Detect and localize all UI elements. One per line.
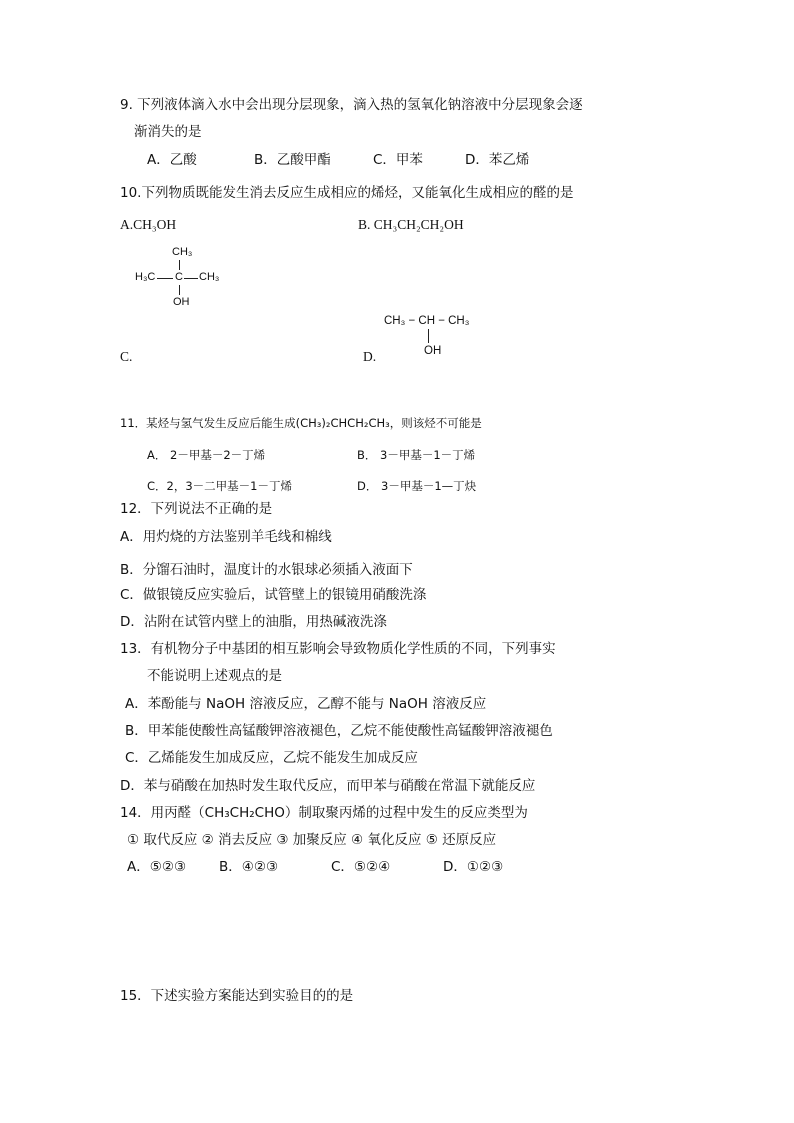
- q9-option-b: B．乙酸甲酯: [254, 152, 331, 168]
- q11-stem: 11．某烃与氢气发生反应后能生成(CH₃)₂CHCH₂CH₃，则该烃不可能是: [120, 416, 482, 430]
- q10-option-b: B. CH₃CH₂CH₂OH: [358, 217, 464, 232]
- q10-struct-c-center: C: [175, 271, 183, 283]
- q10-struct-d-sub: OH: [424, 345, 442, 357]
- q11-option-b: B． 3－甲基－1－丁烯: [357, 448, 476, 462]
- q14-option-a: A．⑤②③: [127, 859, 187, 875]
- q10-struct-c-left: H₃C: [135, 271, 156, 283]
- q10-struct-c-bond-bottom: [179, 285, 180, 295]
- q11-option-d: D． 3－甲基－1—丁炔: [357, 479, 477, 493]
- q9-stem-line1: 9. 下列液体滴入水中会出现分层现象，滴入热的氢氧化钠溶液中分层现象会逐: [120, 97, 583, 113]
- q13-option-c: C．乙烯能发生加成反应，乙烷不能发生加成反应: [125, 750, 418, 766]
- q10-struct-d-bond: [428, 329, 429, 343]
- q10-struct-c-bond-top: [179, 260, 180, 270]
- q13-option-b: B．甲苯能使酸性高锰酸钾溶液褪色，乙烷不能使酸性高锰酸钾溶液褪色: [125, 723, 553, 739]
- q9-option-a: A．乙酸: [147, 152, 197, 168]
- q14-option-c: C．⑤②④: [331, 859, 391, 875]
- q14-option-d: D．①②③: [443, 859, 504, 875]
- q10-struct-c-bond-left: [157, 278, 173, 279]
- q12-option-a: A．用灼烧的方法鉴别羊毛线和棉线: [120, 529, 332, 545]
- q15-stem: 15．下述实验方案能达到实验目的的是: [120, 988, 354, 1004]
- q12-stem: 12．下列说法不正确的是: [120, 501, 273, 517]
- q10-option-a: A.CH₃OH: [120, 217, 177, 232]
- q13-option-a: A．苯酚能与 NaOH 溶液反应，乙醇不能与 NaOH 溶液反应: [125, 696, 487, 712]
- q12-option-b: B．分馏石油时，温度计的水银球必须插入液面下: [120, 562, 413, 578]
- q10-option-c-label: C.: [120, 349, 133, 364]
- q10-struct-c-right: CH₃: [199, 271, 220, 283]
- q9-stem-line2: 渐消失的是: [134, 124, 202, 140]
- q13-stem-line1: 13．有机物分子中基团的相互影响会导致物质化学性质的不同，下列事实: [120, 641, 556, 657]
- q10-struct-c-top: CH₃: [172, 246, 193, 258]
- q10-stem: 10.下列物质既能发生消去反应生成相应的烯烃，又能氧化生成相应的醛的是: [120, 185, 574, 201]
- q9-option-d: D．苯乙烯: [465, 152, 530, 168]
- q13-option-d: D．苯与硝酸在加热时发生取代反应，而甲苯与硝酸在常温下就能反应: [120, 778, 536, 794]
- q13-stem-line2: 不能说明上述观点的是: [147, 668, 282, 684]
- q12-option-c: C．做银镜反应实验后，试管壁上的银镜用硝酸洗涤: [120, 587, 427, 603]
- q10-struct-c-bottom: OH: [173, 296, 190, 308]
- q10-struct-c-bond-right: [184, 278, 198, 279]
- q10-option-d-label: D.: [363, 349, 377, 364]
- q14-option-b: B．④②③: [219, 859, 279, 875]
- q11-option-c: C．2，3－二甲基－1－丁烯: [147, 479, 292, 493]
- q12-option-d: D．沾附在试管内壁上的油脂，用热碱液洗涤: [120, 614, 387, 630]
- q10-struct-d-chain: CH₃ − CH − CH₃: [384, 315, 470, 327]
- q14-reaction-types: ① 取代反应 ② 消去反应 ③ 加聚反应 ④ 氧化反应 ⑤ 还原反应: [127, 832, 497, 848]
- q11-option-a: A． 2－甲基－2－丁烯: [147, 448, 266, 462]
- q14-stem: 14．用丙醛（CH₃CH₂CHO）制取聚丙烯的过程中发生的反应类型为: [120, 805, 528, 821]
- q9-option-c: C．甲苯: [373, 152, 423, 168]
